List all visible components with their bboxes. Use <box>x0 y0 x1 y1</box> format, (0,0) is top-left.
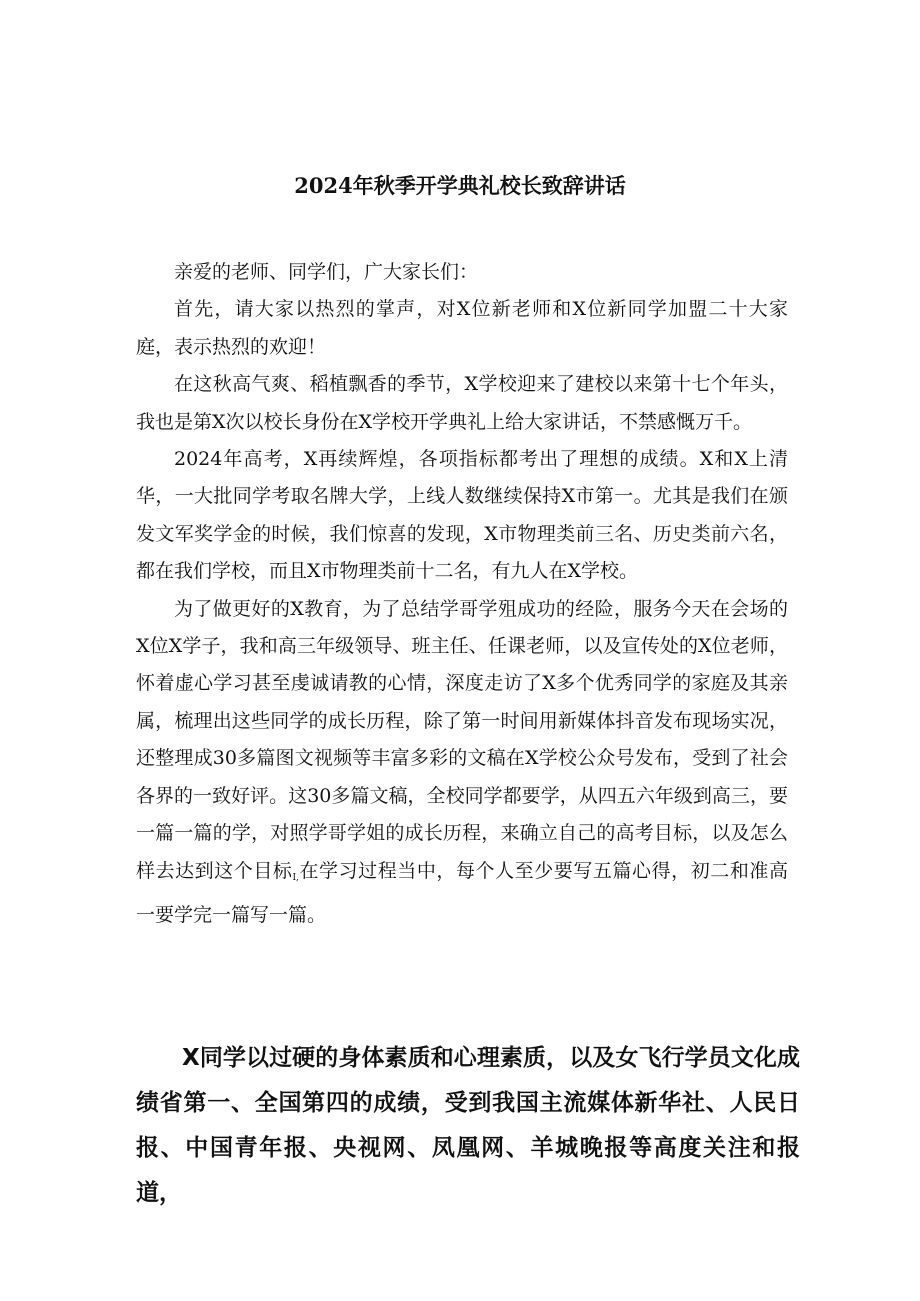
document-title: 2024年秋季开学典礼校长致辞讲话 <box>294 173 626 198</box>
paragraph-2: 在这秋高气爽、稻植飘香的季节，X学校迎来了建校以来第十七个年头，我也是第X次以校长身份在X学校开学典礼上给大家讲话，不禁感慨万千。 <box>136 373 788 433</box>
paragraph-1: 首先，请大家以热烈的掌声，对X位新老师和X位新同学加盟二十大家庭，表示热烈的欢迎！ <box>136 298 788 358</box>
bold-paragraph: X同学以过硬的身体素质和心理素质，以及女飞行学员文化成绩省第一、全国第四的成绩，受到我国主流媒体新华社、人民日报、中国青年报、央视网、凤凰网、羊城晚报等高度关注和报道， <box>136 1045 800 1206</box>
paragraph-3: 2024年高考，X再续辉煌，各项指标都考出了理想的成绩。X和X上清华，一大批同学考取名牌大学，上线人数继续保持X市第一。尤其是我们在颁发文军奖学金的时候，我们惊喜的发现，X市物理类前三名、历史类前六名，都在我们学校，而且X市物理类前十二名，有九人在X学校。 <box>136 448 788 583</box>
paragraph-4-part-1: 为了做更好的X教育，为了总结学哥学殂成功的经险，服务今天在会场的X位X学子，我和高三年级领导、班主任、任课老师，以及宣传处的X位老师，怀着虚心学习甚至虔诚请教的心情，深度走访了X多个优秀同学的家庭及其亲属，梳理出这些同学的成长历程，除了第一时间用新媒体抖音发布现场实况，还整理成30多篇图文视频等丰富多彩的文稿在X学校公众号发布，受到了社会各界的一致好评。这30多篇文稿，全校同学都要学，从四五六年级到高三，要一篇一篇的学，对照学哥学姐的成长历程，来确立自己的高考目标，以及怎么样去达到这个目标 <box>136 597 788 882</box>
document-body <box>136 254 788 934</box>
salutation: 亲爱的老师、同学们，广大家长们： <box>174 261 479 283</box>
paragraph-4-part-2: 在学习过程当中，每个人至少要写五篇心得，初二和准高一要学完一篇写一篇。 <box>136 859 788 926</box>
paragraph-4 <box>136 591 788 935</box>
footnote-mark: I, <box>292 872 299 883</box>
